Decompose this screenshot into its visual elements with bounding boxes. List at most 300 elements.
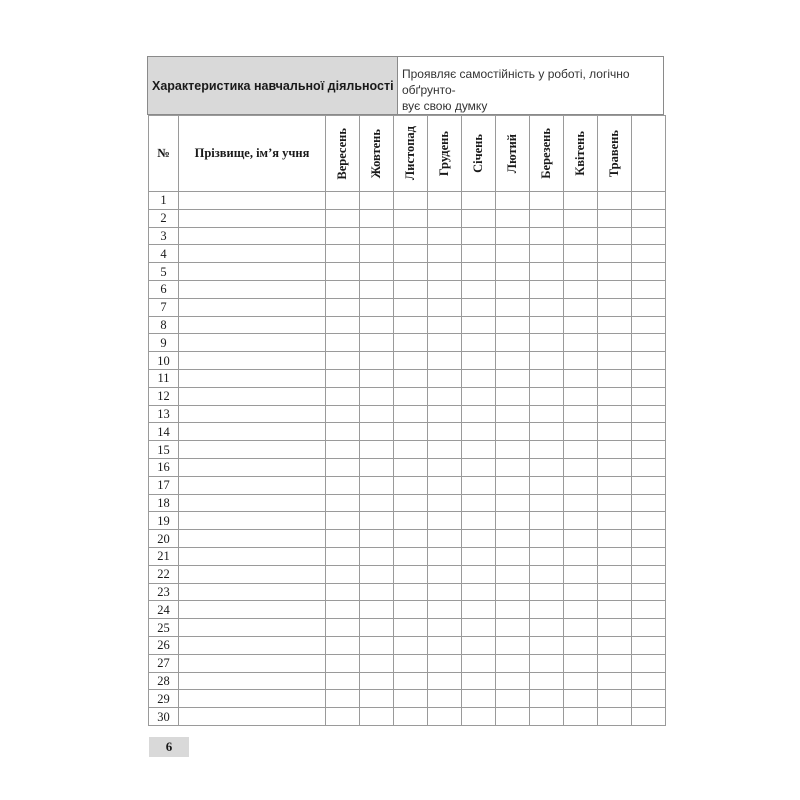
grade-cell[interactable]	[394, 227, 428, 245]
grade-cell[interactable]	[462, 583, 496, 601]
grade-cell[interactable]	[326, 494, 360, 512]
grade-cell[interactable]	[564, 636, 598, 654]
grade-cell[interactable]	[360, 530, 394, 548]
grade-cell[interactable]	[326, 458, 360, 476]
grade-cell[interactable]	[462, 245, 496, 263]
grade-cell[interactable]	[564, 530, 598, 548]
grade-cell[interactable]	[496, 209, 530, 227]
grade-cell[interactable]	[462, 636, 496, 654]
grade-cell[interactable]	[326, 263, 360, 281]
grade-cell[interactable]	[632, 387, 666, 405]
student-name-cell[interactable]	[179, 334, 326, 352]
grade-cell[interactable]	[564, 494, 598, 512]
grade-cell[interactable]	[564, 441, 598, 459]
grade-cell[interactable]	[428, 601, 462, 619]
grade-cell[interactable]	[530, 512, 564, 530]
grade-cell[interactable]	[360, 494, 394, 512]
grade-cell[interactable]	[462, 209, 496, 227]
grade-cell[interactable]	[360, 672, 394, 690]
grade-cell[interactable]	[326, 672, 360, 690]
grade-cell[interactable]	[428, 423, 462, 441]
grade-cell[interactable]	[598, 423, 632, 441]
grade-cell[interactable]	[496, 441, 530, 459]
grade-cell[interactable]	[462, 458, 496, 476]
grade-cell[interactable]	[360, 583, 394, 601]
grade-cell[interactable]	[564, 619, 598, 637]
grade-cell[interactable]	[326, 476, 360, 494]
grade-cell[interactable]	[564, 227, 598, 245]
grade-cell[interactable]	[394, 654, 428, 672]
grade-cell[interactable]	[564, 690, 598, 708]
grade-cell[interactable]	[632, 405, 666, 423]
student-name-cell[interactable]	[179, 441, 326, 459]
grade-cell[interactable]	[598, 476, 632, 494]
grade-cell[interactable]	[360, 334, 394, 352]
grade-cell[interactable]	[428, 619, 462, 637]
grade-cell[interactable]	[326, 601, 360, 619]
grade-cell[interactable]	[360, 423, 394, 441]
grade-cell[interactable]	[394, 672, 428, 690]
grade-cell[interactable]	[360, 352, 394, 370]
grade-cell[interactable]	[428, 352, 462, 370]
grade-cell[interactable]	[564, 654, 598, 672]
grade-cell[interactable]	[326, 512, 360, 530]
grade-cell[interactable]	[496, 369, 530, 387]
grade-cell[interactable]	[496, 547, 530, 565]
student-name-cell[interactable]	[179, 708, 326, 726]
grade-cell[interactable]	[326, 352, 360, 370]
grade-cell[interactable]	[462, 334, 496, 352]
grade-cell[interactable]	[564, 423, 598, 441]
grade-cell[interactable]	[360, 654, 394, 672]
grade-cell[interactable]	[326, 708, 360, 726]
student-name-cell[interactable]	[179, 209, 326, 227]
grade-cell[interactable]	[394, 458, 428, 476]
grade-cell[interactable]	[530, 494, 564, 512]
grade-cell[interactable]	[462, 708, 496, 726]
grade-cell[interactable]	[530, 636, 564, 654]
student-name-cell[interactable]	[179, 476, 326, 494]
grade-cell[interactable]	[530, 209, 564, 227]
grade-cell[interactable]	[360, 227, 394, 245]
grade-cell[interactable]	[598, 547, 632, 565]
grade-cell[interactable]	[428, 405, 462, 423]
grade-cell[interactable]	[598, 280, 632, 298]
grade-cell[interactable]	[326, 530, 360, 548]
grade-cell[interactable]	[530, 547, 564, 565]
grade-cell[interactable]	[462, 192, 496, 210]
grade-cell[interactable]	[632, 476, 666, 494]
grade-cell[interactable]	[462, 387, 496, 405]
student-name-cell[interactable]	[179, 690, 326, 708]
grade-cell[interactable]	[428, 263, 462, 281]
grade-cell[interactable]	[360, 263, 394, 281]
grade-cell[interactable]	[462, 369, 496, 387]
grade-cell[interactable]	[530, 565, 564, 583]
grade-cell[interactable]	[530, 387, 564, 405]
grade-cell[interactable]	[326, 423, 360, 441]
grade-cell[interactable]	[598, 298, 632, 316]
grade-cell[interactable]	[598, 636, 632, 654]
grade-cell[interactable]	[326, 280, 360, 298]
grade-cell[interactable]	[360, 690, 394, 708]
student-name-cell[interactable]	[179, 601, 326, 619]
grade-cell[interactable]	[360, 209, 394, 227]
grade-cell[interactable]	[530, 352, 564, 370]
grade-cell[interactable]	[530, 601, 564, 619]
grade-cell[interactable]	[360, 441, 394, 459]
grade-cell[interactable]	[564, 512, 598, 530]
grade-cell[interactable]	[598, 565, 632, 583]
grade-cell[interactable]	[598, 369, 632, 387]
grade-cell[interactable]	[326, 619, 360, 637]
grade-cell[interactable]	[598, 352, 632, 370]
grade-cell[interactable]	[326, 245, 360, 263]
grade-cell[interactable]	[428, 227, 462, 245]
grade-cell[interactable]	[360, 708, 394, 726]
grade-cell[interactable]	[598, 209, 632, 227]
student-name-cell[interactable]	[179, 672, 326, 690]
grade-cell[interactable]	[326, 227, 360, 245]
grade-cell[interactable]	[462, 476, 496, 494]
grade-cell[interactable]	[632, 583, 666, 601]
grade-cell[interactable]	[530, 476, 564, 494]
grade-cell[interactable]	[496, 690, 530, 708]
grade-cell[interactable]	[496, 227, 530, 245]
grade-cell[interactable]	[632, 565, 666, 583]
grade-cell[interactable]	[394, 565, 428, 583]
grade-cell[interactable]	[598, 405, 632, 423]
grade-cell[interactable]	[428, 672, 462, 690]
grade-cell[interactable]	[326, 369, 360, 387]
grade-cell[interactable]	[530, 708, 564, 726]
grade-cell[interactable]	[326, 565, 360, 583]
grade-cell[interactable]	[632, 530, 666, 548]
grade-cell[interactable]	[632, 512, 666, 530]
grade-cell[interactable]	[564, 387, 598, 405]
grade-cell[interactable]	[496, 334, 530, 352]
grade-cell[interactable]	[598, 192, 632, 210]
grade-cell[interactable]	[530, 583, 564, 601]
grade-cell[interactable]	[428, 690, 462, 708]
grade-cell[interactable]	[496, 476, 530, 494]
grade-cell[interactable]	[598, 458, 632, 476]
grade-cell[interactable]	[496, 192, 530, 210]
grade-cell[interactable]	[326, 298, 360, 316]
grade-cell[interactable]	[394, 405, 428, 423]
grade-cell[interactable]	[360, 547, 394, 565]
grade-cell[interactable]	[496, 458, 530, 476]
grade-cell[interactable]	[598, 494, 632, 512]
student-name-cell[interactable]	[179, 352, 326, 370]
grade-cell[interactable]	[462, 423, 496, 441]
grade-cell[interactable]	[326, 192, 360, 210]
grade-cell[interactable]	[598, 601, 632, 619]
grade-cell[interactable]	[598, 583, 632, 601]
grade-cell[interactable]	[428, 654, 462, 672]
student-name-cell[interactable]	[179, 619, 326, 637]
grade-cell[interactable]	[394, 583, 428, 601]
grade-cell[interactable]	[394, 263, 428, 281]
grade-cell[interactable]	[360, 458, 394, 476]
grade-cell[interactable]	[564, 280, 598, 298]
student-name-cell[interactable]	[179, 530, 326, 548]
grade-cell[interactable]	[428, 476, 462, 494]
grade-cell[interactable]	[530, 654, 564, 672]
grade-cell[interactable]	[632, 494, 666, 512]
grade-cell[interactable]	[632, 672, 666, 690]
grade-cell[interactable]	[360, 387, 394, 405]
grade-cell[interactable]	[428, 441, 462, 459]
grade-cell[interactable]	[462, 601, 496, 619]
grade-cell[interactable]	[428, 512, 462, 530]
grade-cell[interactable]	[598, 654, 632, 672]
grade-cell[interactable]	[428, 636, 462, 654]
grade-cell[interactable]	[394, 280, 428, 298]
student-name-cell[interactable]	[179, 565, 326, 583]
grade-cell[interactable]	[394, 369, 428, 387]
grade-cell[interactable]	[496, 423, 530, 441]
grade-cell[interactable]	[326, 405, 360, 423]
grade-cell[interactable]	[360, 316, 394, 334]
grade-cell[interactable]	[564, 369, 598, 387]
grade-cell[interactable]	[632, 280, 666, 298]
grade-cell[interactable]	[496, 583, 530, 601]
grade-cell[interactable]	[462, 441, 496, 459]
grade-cell[interactable]	[632, 601, 666, 619]
grade-cell[interactable]	[394, 423, 428, 441]
student-name-cell[interactable]	[179, 298, 326, 316]
grade-cell[interactable]	[598, 334, 632, 352]
grade-cell[interactable]	[530, 227, 564, 245]
grade-cell[interactable]	[564, 405, 598, 423]
student-name-cell[interactable]	[179, 192, 326, 210]
grade-cell[interactable]	[394, 441, 428, 459]
student-name-cell[interactable]	[179, 263, 326, 281]
grade-cell[interactable]	[598, 263, 632, 281]
grade-cell[interactable]	[632, 192, 666, 210]
grade-cell[interactable]	[530, 690, 564, 708]
grade-cell[interactable]	[326, 547, 360, 565]
grade-cell[interactable]	[496, 530, 530, 548]
student-name-cell[interactable]	[179, 387, 326, 405]
student-name-cell[interactable]	[179, 512, 326, 530]
grade-cell[interactable]	[428, 583, 462, 601]
grade-cell[interactable]	[496, 316, 530, 334]
student-name-cell[interactable]	[179, 583, 326, 601]
grade-cell[interactable]	[530, 672, 564, 690]
grade-cell[interactable]	[632, 316, 666, 334]
grade-cell[interactable]	[632, 227, 666, 245]
grade-cell[interactable]	[360, 601, 394, 619]
grade-cell[interactable]	[598, 387, 632, 405]
grade-cell[interactable]	[632, 334, 666, 352]
grade-cell[interactable]	[564, 476, 598, 494]
grade-cell[interactable]	[632, 441, 666, 459]
grade-cell[interactable]	[360, 245, 394, 263]
grade-cell[interactable]	[394, 494, 428, 512]
grade-cell[interactable]	[632, 369, 666, 387]
grade-cell[interactable]	[530, 405, 564, 423]
grade-cell[interactable]	[530, 458, 564, 476]
grade-cell[interactable]	[496, 636, 530, 654]
grade-cell[interactable]	[564, 601, 598, 619]
grade-cell[interactable]	[598, 530, 632, 548]
student-name-cell[interactable]	[179, 369, 326, 387]
grade-cell[interactable]	[394, 352, 428, 370]
grade-cell[interactable]	[462, 280, 496, 298]
grade-cell[interactable]	[598, 245, 632, 263]
grade-cell[interactable]	[360, 476, 394, 494]
grade-cell[interactable]	[598, 672, 632, 690]
student-name-cell[interactable]	[179, 316, 326, 334]
grade-cell[interactable]	[462, 690, 496, 708]
grade-cell[interactable]	[394, 209, 428, 227]
grade-cell[interactable]	[428, 530, 462, 548]
student-name-cell[interactable]	[179, 245, 326, 263]
student-name-cell[interactable]	[179, 547, 326, 565]
grade-cell[interactable]	[462, 263, 496, 281]
grade-cell[interactable]	[326, 654, 360, 672]
grade-cell[interactable]	[462, 530, 496, 548]
grade-cell[interactable]	[394, 601, 428, 619]
grade-cell[interactable]	[564, 334, 598, 352]
grade-cell[interactable]	[394, 192, 428, 210]
grade-cell[interactable]	[326, 209, 360, 227]
grade-cell[interactable]	[496, 708, 530, 726]
grade-cell[interactable]	[394, 334, 428, 352]
grade-cell[interactable]	[632, 708, 666, 726]
grade-cell[interactable]	[598, 619, 632, 637]
grade-cell[interactable]	[360, 619, 394, 637]
student-name-cell[interactable]	[179, 654, 326, 672]
grade-cell[interactable]	[496, 672, 530, 690]
grade-cell[interactable]	[564, 708, 598, 726]
grade-cell[interactable]	[496, 263, 530, 281]
grade-cell[interactable]	[564, 245, 598, 263]
grade-cell[interactable]	[496, 387, 530, 405]
grade-cell[interactable]	[394, 636, 428, 654]
grade-cell[interactable]	[632, 458, 666, 476]
grade-cell[interactable]	[462, 512, 496, 530]
grade-cell[interactable]	[564, 583, 598, 601]
grade-cell[interactable]	[428, 708, 462, 726]
grade-cell[interactable]	[530, 192, 564, 210]
grade-cell[interactable]	[360, 565, 394, 583]
grade-cell[interactable]	[428, 387, 462, 405]
grade-cell[interactable]	[530, 334, 564, 352]
grade-cell[interactable]	[360, 280, 394, 298]
grade-cell[interactable]	[496, 298, 530, 316]
grade-cell[interactable]	[462, 565, 496, 583]
grade-cell[interactable]	[462, 352, 496, 370]
student-name-cell[interactable]	[179, 458, 326, 476]
grade-cell[interactable]	[496, 601, 530, 619]
grade-cell[interactable]	[360, 512, 394, 530]
grade-cell[interactable]	[326, 441, 360, 459]
grade-cell[interactable]	[326, 690, 360, 708]
grade-cell[interactable]	[428, 565, 462, 583]
grade-cell[interactable]	[530, 263, 564, 281]
grade-cell[interactable]	[598, 441, 632, 459]
grade-cell[interactable]	[496, 654, 530, 672]
grade-cell[interactable]	[394, 547, 428, 565]
grade-cell[interactable]	[360, 636, 394, 654]
grade-cell[interactable]	[428, 280, 462, 298]
grade-cell[interactable]	[632, 245, 666, 263]
grade-cell[interactable]	[564, 298, 598, 316]
grade-cell[interactable]	[428, 334, 462, 352]
grade-cell[interactable]	[564, 565, 598, 583]
grade-cell[interactable]	[496, 245, 530, 263]
grade-cell[interactable]	[394, 530, 428, 548]
grade-cell[interactable]	[462, 672, 496, 690]
grade-cell[interactable]	[564, 316, 598, 334]
grade-cell[interactable]	[462, 619, 496, 637]
student-name-cell[interactable]	[179, 227, 326, 245]
grade-cell[interactable]	[632, 352, 666, 370]
grade-cell[interactable]	[462, 547, 496, 565]
grade-cell[interactable]	[496, 280, 530, 298]
grade-cell[interactable]	[564, 672, 598, 690]
grade-cell[interactable]	[326, 636, 360, 654]
grade-cell[interactable]	[394, 316, 428, 334]
grade-cell[interactable]	[394, 387, 428, 405]
grade-cell[interactable]	[360, 192, 394, 210]
student-name-cell[interactable]	[179, 494, 326, 512]
grade-cell[interactable]	[564, 263, 598, 281]
grade-cell[interactable]	[632, 636, 666, 654]
grade-cell[interactable]	[462, 298, 496, 316]
grade-cell[interactable]	[530, 316, 564, 334]
grade-cell[interactable]	[394, 476, 428, 494]
grade-cell[interactable]	[530, 530, 564, 548]
grade-cell[interactable]	[598, 690, 632, 708]
grade-cell[interactable]	[360, 369, 394, 387]
grade-cell[interactable]	[496, 619, 530, 637]
student-name-cell[interactable]	[179, 636, 326, 654]
grade-cell[interactable]	[496, 405, 530, 423]
grade-cell[interactable]	[564, 458, 598, 476]
grade-cell[interactable]	[462, 227, 496, 245]
grade-cell[interactable]	[632, 423, 666, 441]
grade-cell[interactable]	[564, 547, 598, 565]
grade-cell[interactable]	[632, 263, 666, 281]
grade-cell[interactable]	[326, 387, 360, 405]
student-name-cell[interactable]	[179, 423, 326, 441]
grade-cell[interactable]	[428, 316, 462, 334]
grade-cell[interactable]	[530, 298, 564, 316]
grade-cell[interactable]	[394, 619, 428, 637]
grade-cell[interactable]	[428, 369, 462, 387]
grade-cell[interactable]	[326, 316, 360, 334]
grade-cell[interactable]	[598, 512, 632, 530]
grade-cell[interactable]	[530, 619, 564, 637]
grade-cell[interactable]	[632, 654, 666, 672]
grade-cell[interactable]	[462, 494, 496, 512]
grade-cell[interactable]	[564, 209, 598, 227]
grade-cell[interactable]	[462, 654, 496, 672]
grade-cell[interactable]	[530, 280, 564, 298]
grade-cell[interactable]	[496, 494, 530, 512]
grade-cell[interactable]	[564, 352, 598, 370]
grade-cell[interactable]	[394, 245, 428, 263]
grade-cell[interactable]	[428, 298, 462, 316]
grade-cell[interactable]	[496, 512, 530, 530]
grade-cell[interactable]	[632, 547, 666, 565]
grade-cell[interactable]	[598, 316, 632, 334]
grade-cell[interactable]	[360, 298, 394, 316]
